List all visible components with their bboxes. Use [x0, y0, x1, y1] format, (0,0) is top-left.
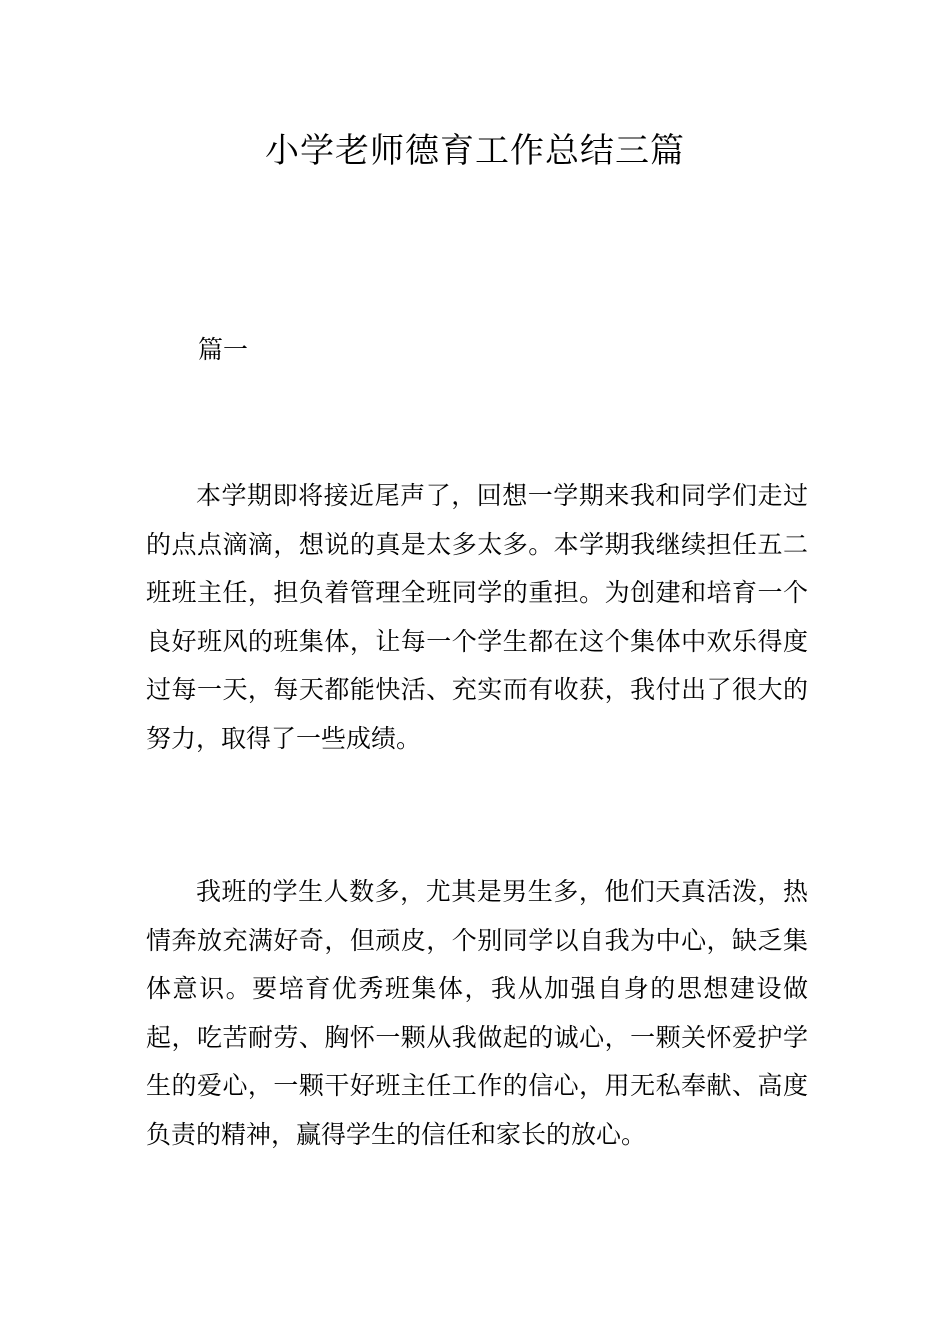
document-title: 小学老师德育工作总结三篇	[265, 131, 685, 171]
section-heading: 篇一	[198, 335, 249, 364]
body-paragraph: 我班的学生人数多，尤其是男生多，他们天真活泼，热情奔放充满好奇，但顽皮，个别同学以自我为中心，缺乏集体意识。要培育优秀班集体，我从加强自身的思想建设做起，吃苦耐劳、胸怀一颗从我做起的诚心，一颗关怀爱护学生的爱心，一颗干好班主任工作的信心，用无私奉献、高度负责的精神，赢得学生的信任和家长的放心。	[146, 877, 808, 1149]
body-paragraph: 本学期即将接近尾声了，回想一学期来我和同学们走过的点点滴滴，想说的真是太多太多。本学期我继续担任五二班班主任，担负着管理全班同学的重担。为创建和培育一个良好班风的班集体，让每一个学生都在这个集体中欢乐得度过每一天，每天都能快活、充实而有收获，我付出了很大的努力，取得了一些成绩。	[146, 481, 808, 753]
